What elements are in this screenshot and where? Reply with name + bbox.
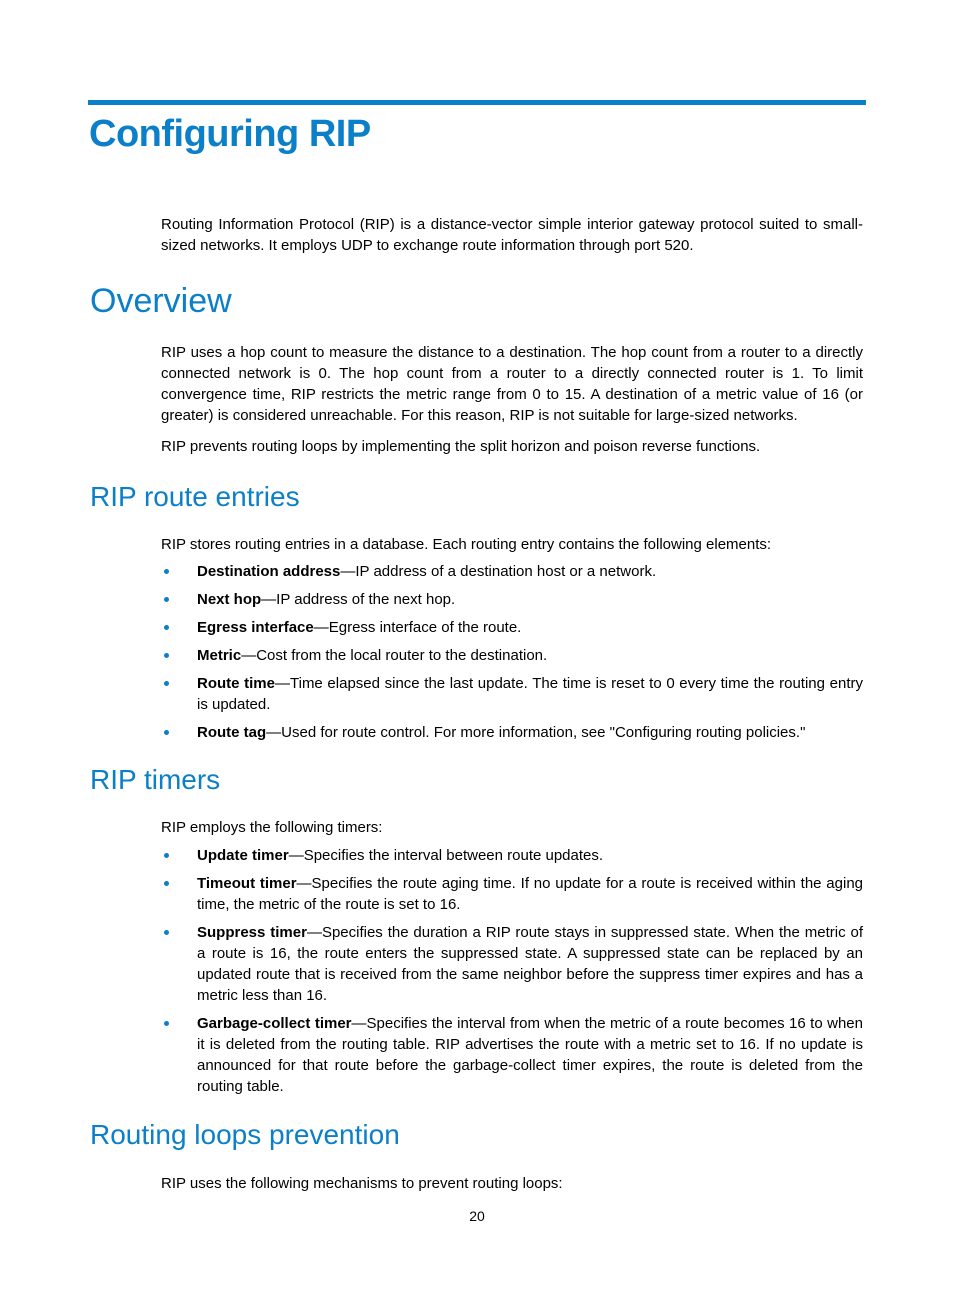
- timers-list: [161, 845, 863, 1097]
- item-term: Metric: [197, 647, 242, 664]
- route-entries-intro: RIP stores routing entries in a database. Each routing entry contains the following elements:: [161, 536, 772, 553]
- item-term: Garbage-collect timer: [197, 1015, 352, 1032]
- list-item: [161, 922, 863, 1006]
- item-desc: —Specifies the route aging time. If no update for a route is received within the aging time, the metric of the route is set to 16.: [197, 875, 864, 913]
- item-term: Suppress timer: [197, 924, 307, 941]
- list-item: [161, 673, 863, 715]
- item-desc: —Specifies the interval between route updates.: [288, 847, 604, 864]
- bullet-icon: [164, 853, 169, 858]
- item-desc: —Time elapsed since the last update. The time is reset to 0 every time the routing entry is updated.: [197, 675, 863, 713]
- list-item: [161, 873, 863, 915]
- item-desc: —IP address of the next hop.: [261, 591, 456, 608]
- item-desc: —IP address of a destination host or a network.: [340, 563, 657, 580]
- list-item: [161, 561, 863, 582]
- loops-heading: Routing loops prevention: [90, 1119, 400, 1150]
- page-title: Configuring RIP: [89, 113, 371, 155]
- bullet-icon: [164, 653, 169, 658]
- item-term: Egress interface: [197, 619, 314, 636]
- overview-heading: Overview: [90, 282, 232, 320]
- list-item: [161, 617, 863, 638]
- bullet-icon: [164, 625, 169, 630]
- item-term: Destination address: [197, 563, 341, 580]
- intro-paragraph: Routing Information Protocol (RIP) is a distance-vector simple interior gateway protocol suited to small-sized networks. It employs UDP to exchange route information through port 520.: [161, 216, 863, 254]
- bullet-icon: [164, 930, 169, 935]
- timers-intro: RIP employs the following timers:: [161, 819, 383, 836]
- item-term: Next hop: [197, 591, 262, 608]
- route-entries-heading: RIP route entries: [90, 481, 300, 512]
- list-item: [161, 1013, 863, 1097]
- bullet-icon: [164, 597, 169, 602]
- page-number: 20: [469, 1208, 485, 1224]
- route-entries-list: [161, 561, 863, 743]
- list-item: [161, 589, 863, 610]
- item-desc: —Used for route control. For more information, see "Configuring routing policies.": [266, 724, 806, 741]
- item-term: Timeout timer: [197, 875, 297, 892]
- item-term: Route time: [197, 675, 275, 692]
- item-term: Route tag: [197, 724, 267, 741]
- item-term: Update timer: [197, 847, 289, 864]
- bullet-icon: [164, 681, 169, 686]
- item-desc: —Egress interface of the route.: [313, 619, 522, 636]
- timers-heading: RIP timers: [90, 764, 221, 795]
- bullet-icon: [164, 730, 169, 735]
- list-item: [161, 845, 863, 866]
- item-desc: —Specifies the duration a RIP route stays in suppressed state. When the metric of a route is 16, the route enters the suppressed state. A suppressed state can be replaced by an updated route that is received from the same neighbor before the suppress timer expires and has a metric less than 16.: [197, 924, 863, 1004]
- list-item: [161, 722, 863, 743]
- title-rule: [88, 100, 866, 105]
- item-desc: —Specifies the interval from when the metric of a route becomes 16 to when it is deleted from the routing table. RIP advertises the route with a metric set to 16. If no update is announced for that route before the garbage-collect timer expires, the route is deleted from the routing table.: [197, 1015, 863, 1095]
- overview-paragraph-1: RIP uses a hop count to measure the distance to a destination. The hop count from a router to a directly connected network is 0. The hop count from a router to a directly connected router is 1. To limit convergence time, RIP restricts the metric range from 0 to 15. A destination of a metric value of 16 (or greater) is considered unreachable. For this reason, RIP is not suitable for large-sized networks.: [161, 344, 863, 424]
- loops-intro: RIP uses the following mechanisms to prevent routing loops:: [161, 1175, 563, 1192]
- bullet-icon: [164, 569, 169, 574]
- overview-paragraph-2: RIP prevents routing loops by implementing the split horizon and poison reverse functions.: [161, 438, 761, 455]
- list-item: [161, 645, 863, 666]
- bullet-icon: [164, 881, 169, 886]
- item-desc: —Cost from the local router to the destination.: [241, 647, 548, 664]
- bullet-icon: [164, 1021, 169, 1026]
